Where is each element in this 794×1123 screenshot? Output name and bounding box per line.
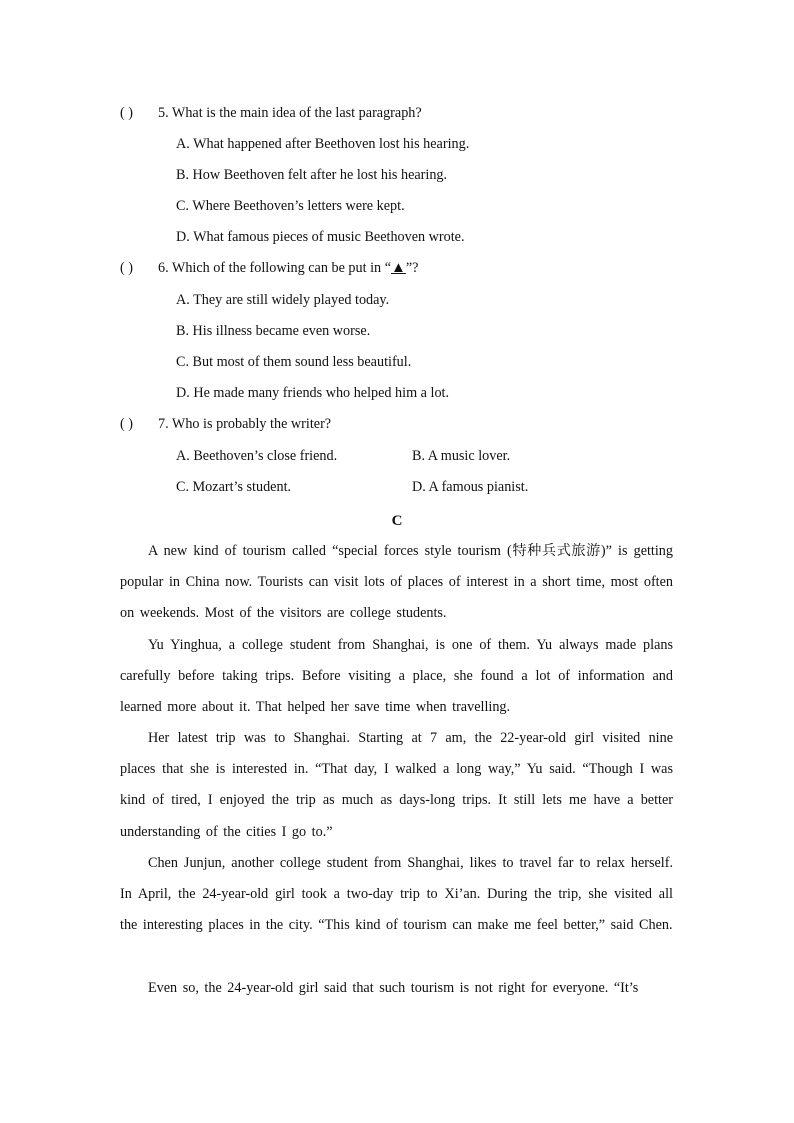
section-title: C	[391, 513, 403, 529]
passage-paragraph-3: Her latest trip was to Shanghai. Starting at 7 am, the 22-year-old girl visited nine places that she is interested in. “That day, I walked a long way,” Yu said. “Though I was kind of tired, I enjoyed the trip as much as days-long trips. It still lets me have a better understanding of the cities I go to.”	[120, 730, 673, 840]
question-6-option-d: D. He made many friends who helped him a lot.	[176, 385, 450, 401]
question-5-option-a: A. What happened after Beethoven lost his hearing.	[176, 136, 470, 152]
question-5-option-c: C. Where Beethoven’s letters were kept.	[176, 198, 405, 214]
question-5-option-d: D. What famous pieces of music Beethoven wrote.	[176, 229, 465, 245]
passage-paragraph-4: Chen Junjun, another college student from Shanghai, likes to travel far to relax herself. In April, the 24-year-old girl took a two-day trip to Xi’an. During the trip, she visited all the interesting places in the city. “This kind of tourism can make me feel better,” said Chen.	[120, 855, 673, 934]
question-7-stem: ( ) 7. Who is probably the writer?	[120, 416, 332, 432]
passage-paragraph-2: Yu Yinghua, a college student from Shanghai, is one of them. Yu always made plans carefully before taking trips. Before visiting a place, she found a lot of information and learned more about it. That helped her save time when travelling.	[120, 637, 673, 716]
answer-blank[interactable]: ( )	[120, 260, 133, 276]
passage-paragraph-1: A new kind of tourism called “special forces style tourism (特种兵式旅游)” is getting popular in China now. Tourists can visit lots of places of interest in a short time, most often on weekends. Most of the visitors are college students.	[120, 543, 673, 622]
question-7-option-d: D. A famous pianist.	[412, 479, 529, 495]
question-6-option-c: C. But most of them sound less beautiful.	[176, 354, 412, 370]
question-6-stem: ( ) 6. Which of the following can be put in “▲”?	[120, 260, 419, 276]
question-5-option-b: B. How Beethoven felt after he lost his hearing.	[176, 167, 448, 183]
question-6-option-a: A. They are still widely played today.	[176, 292, 390, 308]
answer-blank[interactable]: ( )	[120, 416, 133, 432]
question-7-option-b: B. A music lover.	[412, 448, 511, 464]
question-7-option-c: C. Mozart’s student.	[176, 479, 292, 495]
question-5-stem: ( ) 5. What is the main idea of the last paragraph?	[120, 105, 422, 121]
passage-paragraph-5: Even so, the 24-year-old girl said that such tourism is not right for everyone. “It’s	[148, 980, 639, 996]
question-7-option-a: A. Beethoven’s close friend.	[176, 448, 338, 464]
blank-triangle-mark: ▲	[391, 260, 406, 276]
question-6-option-b: B. His illness became even worse.	[176, 323, 371, 339]
answer-blank[interactable]: ( )	[120, 105, 133, 121]
